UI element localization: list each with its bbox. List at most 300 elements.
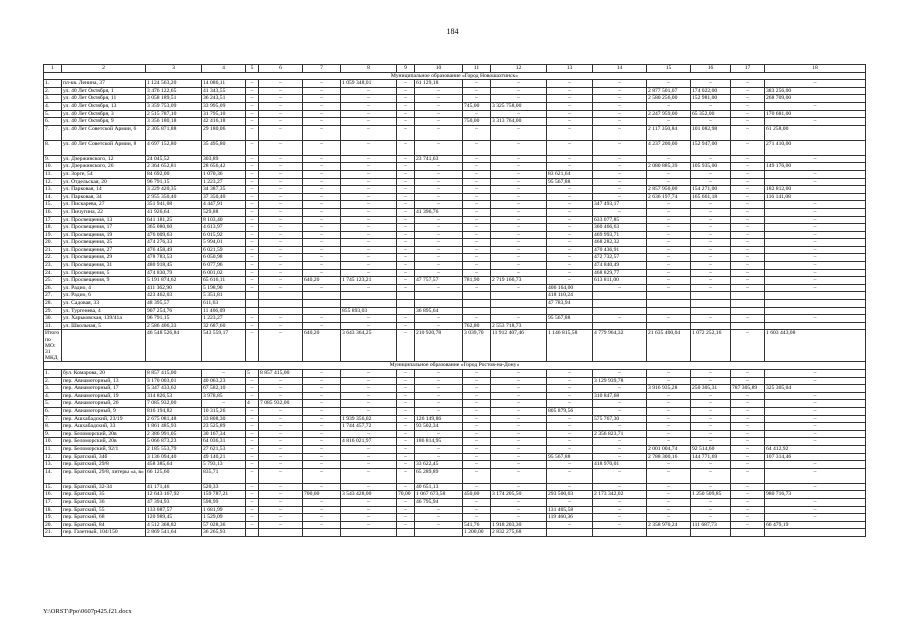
value-cell <box>463 307 491 315</box>
value-cell: – <box>647 155 691 163</box>
value-cell: – <box>415 385 463 393</box>
value-cell: 450,00 <box>463 491 491 499</box>
value-cell: 95 567,88 <box>547 453 593 461</box>
value-cell: – <box>415 514 463 522</box>
value-cell: 1 223,27 <box>202 315 246 323</box>
value-cell: – <box>765 370 866 378</box>
value-cell <box>259 529 303 537</box>
value-cell: 2 719 166,73 <box>491 277 547 285</box>
value-cell: – <box>765 377 866 385</box>
address-cell: пер. Авиамоторный, 26 <box>62 400 146 408</box>
value-cell: – <box>731 415 765 423</box>
value-cell: 47 757,57 <box>415 277 463 285</box>
value-cell: – <box>341 377 397 385</box>
address-cell: пер. Ашхабадский, 33 <box>62 423 146 431</box>
value-cell: – <box>647 224 691 232</box>
value-cell: – <box>397 269 415 277</box>
value-cell: – <box>647 178 691 186</box>
value-cell: – <box>491 186 547 194</box>
value-cell: 611,63 <box>202 300 246 308</box>
address-cell: пер. Братский, 29/8, литеры «а, в» <box>62 468 146 483</box>
value-cell: – <box>246 118 259 126</box>
row-number: 27. <box>44 292 62 300</box>
address-cell: пер. Ашхабадский, 23/19 <box>62 415 146 423</box>
table-row <box>44 307 866 315</box>
value-cell: – <box>303 170 341 178</box>
value-cell: 65 352,00 <box>691 110 731 118</box>
value-cell: – <box>765 80 866 88</box>
value-cell: 37 350,40 <box>202 193 246 201</box>
value-cell: – <box>463 400 491 408</box>
value-cell: – <box>593 178 647 186</box>
row-number: 24. <box>44 269 62 277</box>
value-cell: – <box>415 246 463 254</box>
value-cell: – <box>547 102 593 110</box>
value-cell: – <box>491 201 547 209</box>
table-row <box>44 330 866 362</box>
value-cell: – <box>691 461 731 469</box>
value-cell: – <box>246 186 259 194</box>
value-cell: – <box>397 514 415 522</box>
value-cell: 4 <box>246 400 259 408</box>
value-cell: – <box>547 445 593 453</box>
value-cell: – <box>731 514 765 522</box>
value-cell: 1 861 485,93 <box>146 423 202 431</box>
value-cell: – <box>259 407 303 415</box>
value-cell: – <box>303 514 341 522</box>
value-cell: – <box>765 224 866 232</box>
value-cell: – <box>593 521 647 529</box>
value-cell: – <box>731 110 765 118</box>
value-cell: – <box>463 498 491 506</box>
value-cell: – <box>415 269 463 277</box>
value-cell <box>593 322 647 330</box>
table-row <box>44 315 866 323</box>
row-number: 3. <box>44 95 62 103</box>
value-cell: – <box>491 239 547 247</box>
row-number: 1. <box>44 80 62 88</box>
row-number: 18. <box>44 224 62 232</box>
value-cell: – <box>731 315 765 323</box>
value-cell: 1 223,27 <box>202 178 246 186</box>
value-cell <box>765 300 866 308</box>
address-cell: ул. Просвещения, 27 <box>62 246 146 254</box>
address-cell: пл-кв. Ленина, 37 <box>62 80 146 88</box>
value-cell: – <box>547 140 593 155</box>
value-cell: 1 124 563,20 <box>146 80 202 88</box>
value-cell: 170 681,00 <box>765 110 866 118</box>
value-cell: – <box>246 407 259 415</box>
value-cell: – <box>731 155 765 163</box>
value-cell <box>765 292 866 300</box>
value-cell: 3 170 003,01 <box>146 377 202 385</box>
value-cell: – <box>303 80 341 88</box>
value-cell: – <box>731 392 765 400</box>
value-cell: – <box>463 216 491 224</box>
row-number: 21. <box>44 529 62 537</box>
value-cell: – <box>415 87 463 95</box>
value-cell <box>647 307 691 315</box>
value-cell: – <box>647 262 691 270</box>
address-cell: пер. Авиамоторный, 19 <box>62 392 146 400</box>
value-cell: – <box>246 315 259 323</box>
value-cell: – <box>341 254 397 262</box>
row-number: 17. <box>44 498 62 506</box>
value-cell: – <box>647 370 691 378</box>
value-cell: – <box>491 231 547 239</box>
value-cell: – <box>547 110 593 118</box>
value-cell: – <box>463 140 491 155</box>
value-cell: – <box>259 498 303 506</box>
value-cell: – <box>259 423 303 431</box>
value-cell: – <box>547 415 593 423</box>
value-cell: – <box>491 498 547 506</box>
table-row <box>44 239 866 247</box>
value-cell: 67 582,10 <box>202 385 246 393</box>
value-cell: – <box>463 415 491 423</box>
value-cell: – <box>765 239 866 247</box>
table-row <box>44 110 866 118</box>
value-cell <box>463 292 491 300</box>
value-cell <box>303 529 341 537</box>
value-cell: – <box>341 201 397 209</box>
value-cell: – <box>259 514 303 522</box>
value-cell: – <box>765 118 866 126</box>
value-cell: – <box>303 370 341 378</box>
value-cell: – <box>303 453 341 461</box>
value-cell: 2 117 350,84 <box>647 125 691 140</box>
value-cell: – <box>397 284 415 292</box>
value-cell: – <box>463 430 491 438</box>
value-cell: – <box>691 284 731 292</box>
value-cell: – <box>593 125 647 140</box>
value-cell: 61 258,00 <box>765 125 866 140</box>
value-cell: – <box>246 193 259 201</box>
value-cell: – <box>303 87 341 95</box>
row-number: 16. <box>44 491 62 499</box>
value-cell: – <box>547 483 593 491</box>
row-number: 2. <box>44 87 62 95</box>
value-cell: – <box>765 216 866 224</box>
value-cell: – <box>647 423 691 431</box>
value-cell <box>647 322 691 330</box>
value-cell: – <box>593 400 647 408</box>
value-cell: 472 732,57 <box>593 254 647 262</box>
value-cell: – <box>259 224 303 232</box>
value-cell: 61 129,18 <box>415 80 463 88</box>
value-cell: – <box>463 170 491 178</box>
value-cell: – <box>341 315 397 323</box>
value-cell: – <box>246 498 259 506</box>
value-cell: 3 174 205,50 <box>491 491 547 499</box>
value-cell: – <box>397 407 415 415</box>
value-cell: – <box>246 246 259 254</box>
value-cell: 65 289,89 <box>415 468 463 483</box>
row-number: 5. <box>44 110 62 118</box>
value-cell: – <box>341 521 397 529</box>
column-number: 15 <box>647 65 691 73</box>
value-cell: 64 036,31 <box>202 438 246 446</box>
value-cell: – <box>765 269 866 277</box>
value-cell: – <box>463 468 491 483</box>
value-cell: 2 675 081,48 <box>146 415 202 423</box>
table-body <box>44 65 866 537</box>
value-cell: – <box>647 246 691 254</box>
value-cell: – <box>731 400 765 408</box>
value-cell: 4 613,97 <box>202 224 246 232</box>
address-cell: ул. Просвещения, 9 <box>62 277 146 285</box>
value-cell: – <box>731 284 765 292</box>
value-cell: – <box>341 224 397 232</box>
value-cell: 700,00 <box>303 491 341 499</box>
value-cell: – <box>259 461 303 469</box>
value-cell: – <box>593 315 647 323</box>
value-cell: – <box>415 370 463 378</box>
value-cell: – <box>415 377 463 385</box>
value-cell: 66 479,19 <box>765 521 866 529</box>
section-title: Муниципальное образование «Город Новошахтинск» <box>44 72 866 80</box>
value-cell: – <box>259 95 303 103</box>
value-cell: – <box>415 254 463 262</box>
value-cell: – <box>491 95 547 103</box>
value-cell: – <box>259 80 303 88</box>
value-cell: – <box>547 201 593 209</box>
value-cell: – <box>765 506 866 514</box>
value-cell: – <box>259 438 303 446</box>
column-number: 5 <box>246 65 259 73</box>
value-cell: – <box>341 407 397 415</box>
address-cell: ул. 40 Лет Октября, 11 <box>62 95 146 103</box>
table-row <box>44 277 866 285</box>
address-cell: ул. 40 Лет Советской Армии, 6 <box>62 125 146 140</box>
value-cell: – <box>731 224 765 232</box>
value-cell: 165 661,18 <box>691 193 731 201</box>
value-cell: – <box>341 186 397 194</box>
value-cell: – <box>691 438 731 446</box>
address-cell: ул. 40 Лет Октября, 3 <box>62 110 146 118</box>
value-cell: – <box>303 216 341 224</box>
value-cell: 3 325 758,00 <box>491 102 547 110</box>
value-cell: 3 039,70 <box>463 330 491 362</box>
value-cell: – <box>765 254 866 262</box>
value-cell: – <box>246 170 259 178</box>
table-row <box>44 178 866 186</box>
value-cell: – <box>303 201 341 209</box>
value-cell: – <box>303 407 341 415</box>
value-cell: 210 920,78 <box>415 330 463 362</box>
value-cell: – <box>463 407 491 415</box>
value-cell: 598,99 <box>202 498 246 506</box>
value-cell: – <box>691 430 731 438</box>
value-cell: 4 447,91 <box>202 201 246 209</box>
value-cell: – <box>397 178 415 186</box>
value-cell: – <box>691 118 731 126</box>
value-cell: – <box>341 155 397 163</box>
address-cell: ул. Пичугина, 22 <box>62 208 146 216</box>
value-cell: – <box>731 118 765 126</box>
value-cell: 613 811,00 <box>593 277 647 285</box>
value-cell: 36 243,51 <box>202 95 246 103</box>
value-cell: – <box>397 277 415 285</box>
value-cell: – <box>647 506 691 514</box>
value-cell: – <box>246 415 259 423</box>
value-cell: – <box>593 423 647 431</box>
value-cell: – <box>731 521 765 529</box>
address-cell: ул. Дзержинского, 26 <box>62 163 146 171</box>
value-cell: 133 087,57 <box>146 506 202 514</box>
value-cell: – <box>246 80 259 88</box>
row-number: 9. <box>44 155 62 163</box>
budget-table <box>43 64 866 537</box>
value-cell <box>341 529 397 537</box>
value-cell: – <box>765 498 866 506</box>
value-cell: 2 364 652,81 <box>146 163 202 171</box>
table-row <box>44 521 866 529</box>
value-cell: – <box>691 370 731 378</box>
value-cell: – <box>593 118 647 126</box>
row-number: 15. <box>44 201 62 209</box>
table-row <box>44 438 866 446</box>
value-cell: 47 783,94 <box>547 300 593 308</box>
value-cell: – <box>547 87 593 95</box>
address-cell: ул. Парковая, 34 <box>62 193 146 201</box>
value-cell: 310 847,68 <box>593 392 647 400</box>
value-cell: 14 086,11 <box>202 80 246 88</box>
value-cell: – <box>463 269 491 277</box>
value-cell: – <box>765 468 866 483</box>
value-cell: – <box>463 224 491 232</box>
value-cell: – <box>341 170 397 178</box>
value-cell: – <box>547 239 593 247</box>
value-cell <box>259 307 303 315</box>
value-cell: 1 250 509,85 <box>691 491 731 499</box>
value-cell: – <box>303 110 341 118</box>
value-cell: – <box>463 163 491 171</box>
value-cell: – <box>463 125 491 140</box>
value-cell: – <box>547 521 593 529</box>
value-cell <box>593 529 647 537</box>
value-cell: – <box>547 498 593 506</box>
row-number: 6. <box>44 118 62 126</box>
value-cell: – <box>341 461 397 469</box>
value-cell: – <box>303 239 341 247</box>
value-cell: 7 085 932,00 <box>259 400 303 408</box>
value-cell: – <box>593 155 647 163</box>
value-cell: 2 247 959,00 <box>647 110 691 118</box>
value-cell: – <box>731 254 765 262</box>
table-row <box>44 118 866 126</box>
table-row <box>44 498 866 506</box>
value-cell: – <box>246 330 259 362</box>
value-cell: – <box>731 80 765 88</box>
value-cell: – <box>259 315 303 323</box>
value-cell: – <box>547 254 593 262</box>
value-cell: – <box>341 262 397 270</box>
value-cell: – <box>397 370 415 378</box>
address-cell: пер. Братский, 29/8 <box>62 461 146 469</box>
value-cell: – <box>463 239 491 247</box>
value-cell: – <box>397 87 415 95</box>
value-cell: 182 812,00 <box>765 186 866 194</box>
address-cell: ул. Радио, 6 <box>62 292 146 300</box>
row-number: 2. <box>44 377 62 385</box>
row-number: 3. <box>44 385 62 393</box>
value-cell: – <box>593 110 647 118</box>
value-cell: – <box>341 231 397 239</box>
table-row <box>44 95 866 103</box>
value-cell: – <box>259 262 303 270</box>
value-cell: – <box>259 322 303 330</box>
table-row <box>44 80 866 88</box>
value-cell: – <box>463 284 491 292</box>
value-cell: – <box>246 239 259 247</box>
value-cell: – <box>731 186 765 194</box>
table-row <box>44 392 866 400</box>
address-cell: пер. Братский, 32-34 <box>62 483 146 491</box>
value-cell: – <box>491 438 547 446</box>
value-cell: – <box>491 407 547 415</box>
value-cell: – <box>341 322 397 330</box>
row-number: 10. <box>44 163 62 171</box>
value-cell: – <box>691 201 731 209</box>
value-cell <box>246 300 259 308</box>
value-cell: 95 567,88 <box>547 315 593 323</box>
value-cell: – <box>303 262 341 270</box>
value-cell: – <box>397 392 415 400</box>
value-cell: – <box>259 163 303 171</box>
value-cell: – <box>647 430 691 438</box>
value-cell: – <box>246 506 259 514</box>
value-cell: – <box>303 392 341 400</box>
value-cell: – <box>647 201 691 209</box>
value-cell: 762,80 <box>463 322 491 330</box>
value-cell: – <box>246 140 259 155</box>
value-cell: – <box>341 498 397 506</box>
value-cell: – <box>765 170 866 178</box>
value-cell: 41 926,64 <box>146 208 202 216</box>
value-cell: 907 254,76 <box>146 307 202 315</box>
value-cell: – <box>246 231 259 239</box>
value-cell: – <box>415 193 463 201</box>
value-cell: – <box>731 370 765 378</box>
table-row <box>44 377 866 385</box>
value-cell: 35 495,80 <box>202 140 246 155</box>
value-cell: – <box>415 506 463 514</box>
value-cell: – <box>397 423 415 431</box>
value-cell: 476 009,63 <box>146 231 202 239</box>
value-cell: – <box>246 155 259 163</box>
value-cell: – <box>647 483 691 491</box>
value-cell <box>547 322 593 330</box>
value-cell: – <box>647 415 691 423</box>
value-cell: – <box>491 87 547 95</box>
value-cell: – <box>647 438 691 446</box>
value-cell: – <box>691 208 731 216</box>
value-cell: 65 616,11 <box>202 277 246 285</box>
value-cell: – <box>491 506 547 514</box>
value-cell: 2 386 991,05 <box>146 430 202 438</box>
value-cell: – <box>547 262 593 270</box>
value-cell: – <box>303 178 341 186</box>
row-number: 8. <box>44 423 62 431</box>
column-number: 2 <box>62 65 146 73</box>
value-cell: – <box>397 201 415 209</box>
value-cell: – <box>259 186 303 194</box>
value-cell <box>397 300 415 308</box>
value-cell: – <box>246 262 259 270</box>
value-cell: 3 359 753,09 <box>146 102 202 110</box>
value-cell: – <box>397 102 415 110</box>
